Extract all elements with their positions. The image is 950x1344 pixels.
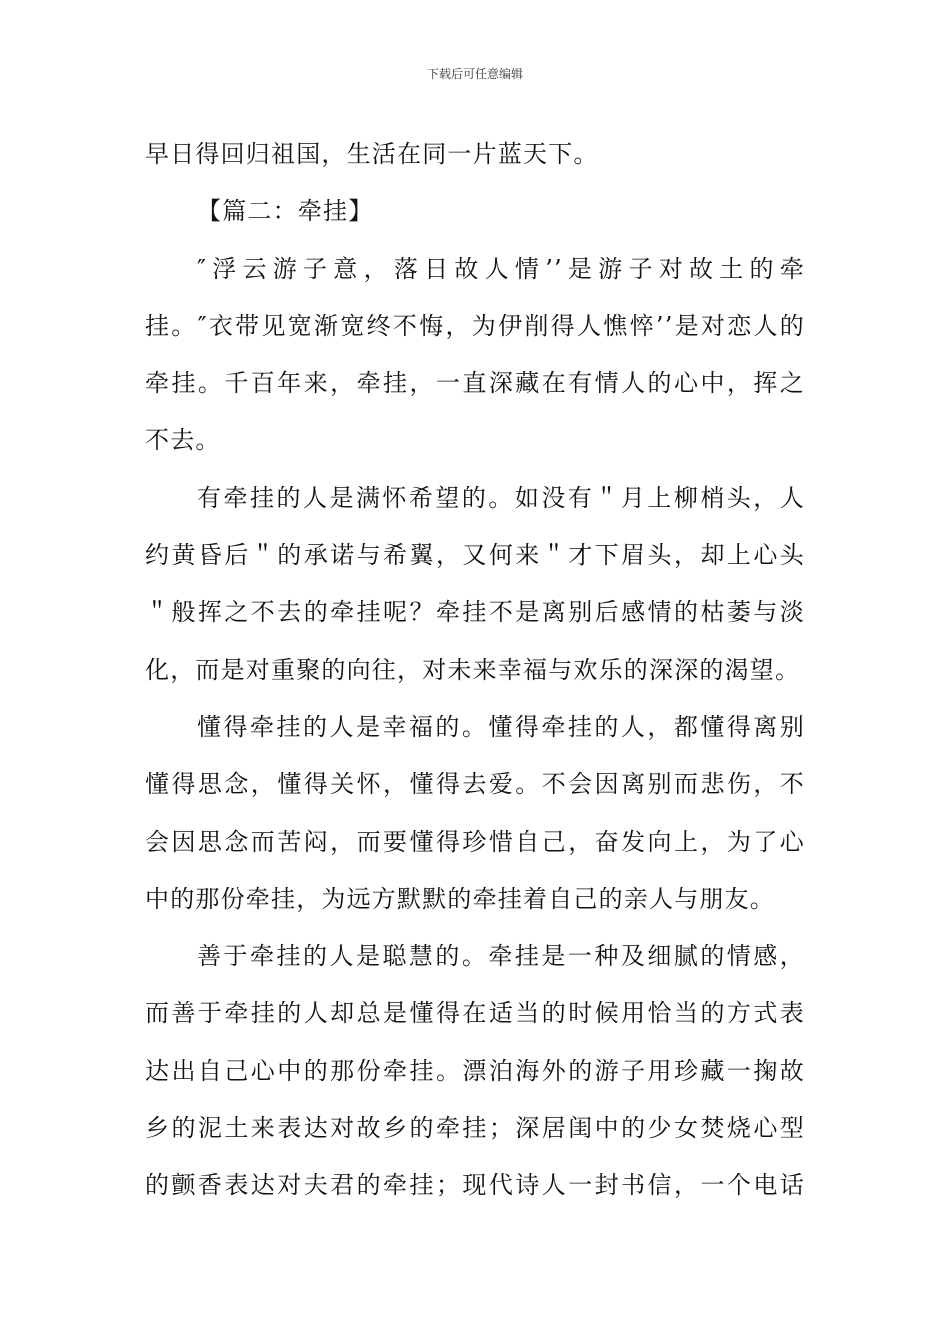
text-line: 乡的泥土来表达对故乡的牵挂；深居闺中的少女焚烧心型 xyxy=(145,1114,805,1143)
text-line: 善于牵挂的人是聪慧的。牵挂是一种及细腻的情感， xyxy=(197,942,805,971)
text-line: 会因思念而苦闷，而要懂得珍惜自己，奋发向上，为了心 xyxy=(145,827,805,856)
text-line: 不去。 xyxy=(145,426,221,455)
page-header-note: 下载后可任意编辑 xyxy=(426,67,523,81)
text-line: 牵挂。千百年来，牵挂，一直深藏在有情人的心中，挥之 xyxy=(145,369,805,398)
text-line: ″浮云游子意，落日故人情’’是游子对故土的牵 xyxy=(197,254,805,283)
text-line: 而善于牵挂的人却总是懂得在适当的时候用恰当的方式表 xyxy=(145,999,805,1028)
text-line: 有牵挂的人是满怀希望的。如没有＂月上柳梢头，人 xyxy=(197,483,805,512)
text-line: 早日得回归祖国，生活在同一片蓝天下。 xyxy=(145,140,599,168)
text-line: 的颤香表达对夫君的牵挂；现代诗人一封书信，一个电话 xyxy=(145,1171,805,1200)
text-line: 约黄昏后＂的承诺与希翼，又何来＂才下眉头，却上心头 xyxy=(145,541,805,570)
text-line: ＂般挥之不去的牵挂呢？牵挂不是离别后感情的枯萎与淡 xyxy=(145,598,805,627)
section-heading: 【篇二：牵挂】 xyxy=(197,197,374,226)
text-line: 化，而是对重聚的向往，对未来幸福与欢乐的深深的渴望。 xyxy=(145,655,801,684)
text-line: 懂得牵挂的人是幸福的。懂得牵挂的人，都懂得离别 xyxy=(197,712,805,741)
text-line: 中的那份牵挂，为远方默默的牵挂着自己的亲人与朋友。 xyxy=(145,884,775,913)
text-line: 懂得思念，懂得关怀，懂得去爱。不会因离别而悲伤，不 xyxy=(145,770,805,799)
text-line: 挂。″衣带见宽渐宽终不悔，为伊削得人憔悴’’是对恋人的 xyxy=(145,311,805,340)
text-line: 达出自己心中的那份牵挂。漂泊海外的游子用珍藏一掬故 xyxy=(145,1056,805,1085)
document-body xyxy=(145,126,805,1215)
